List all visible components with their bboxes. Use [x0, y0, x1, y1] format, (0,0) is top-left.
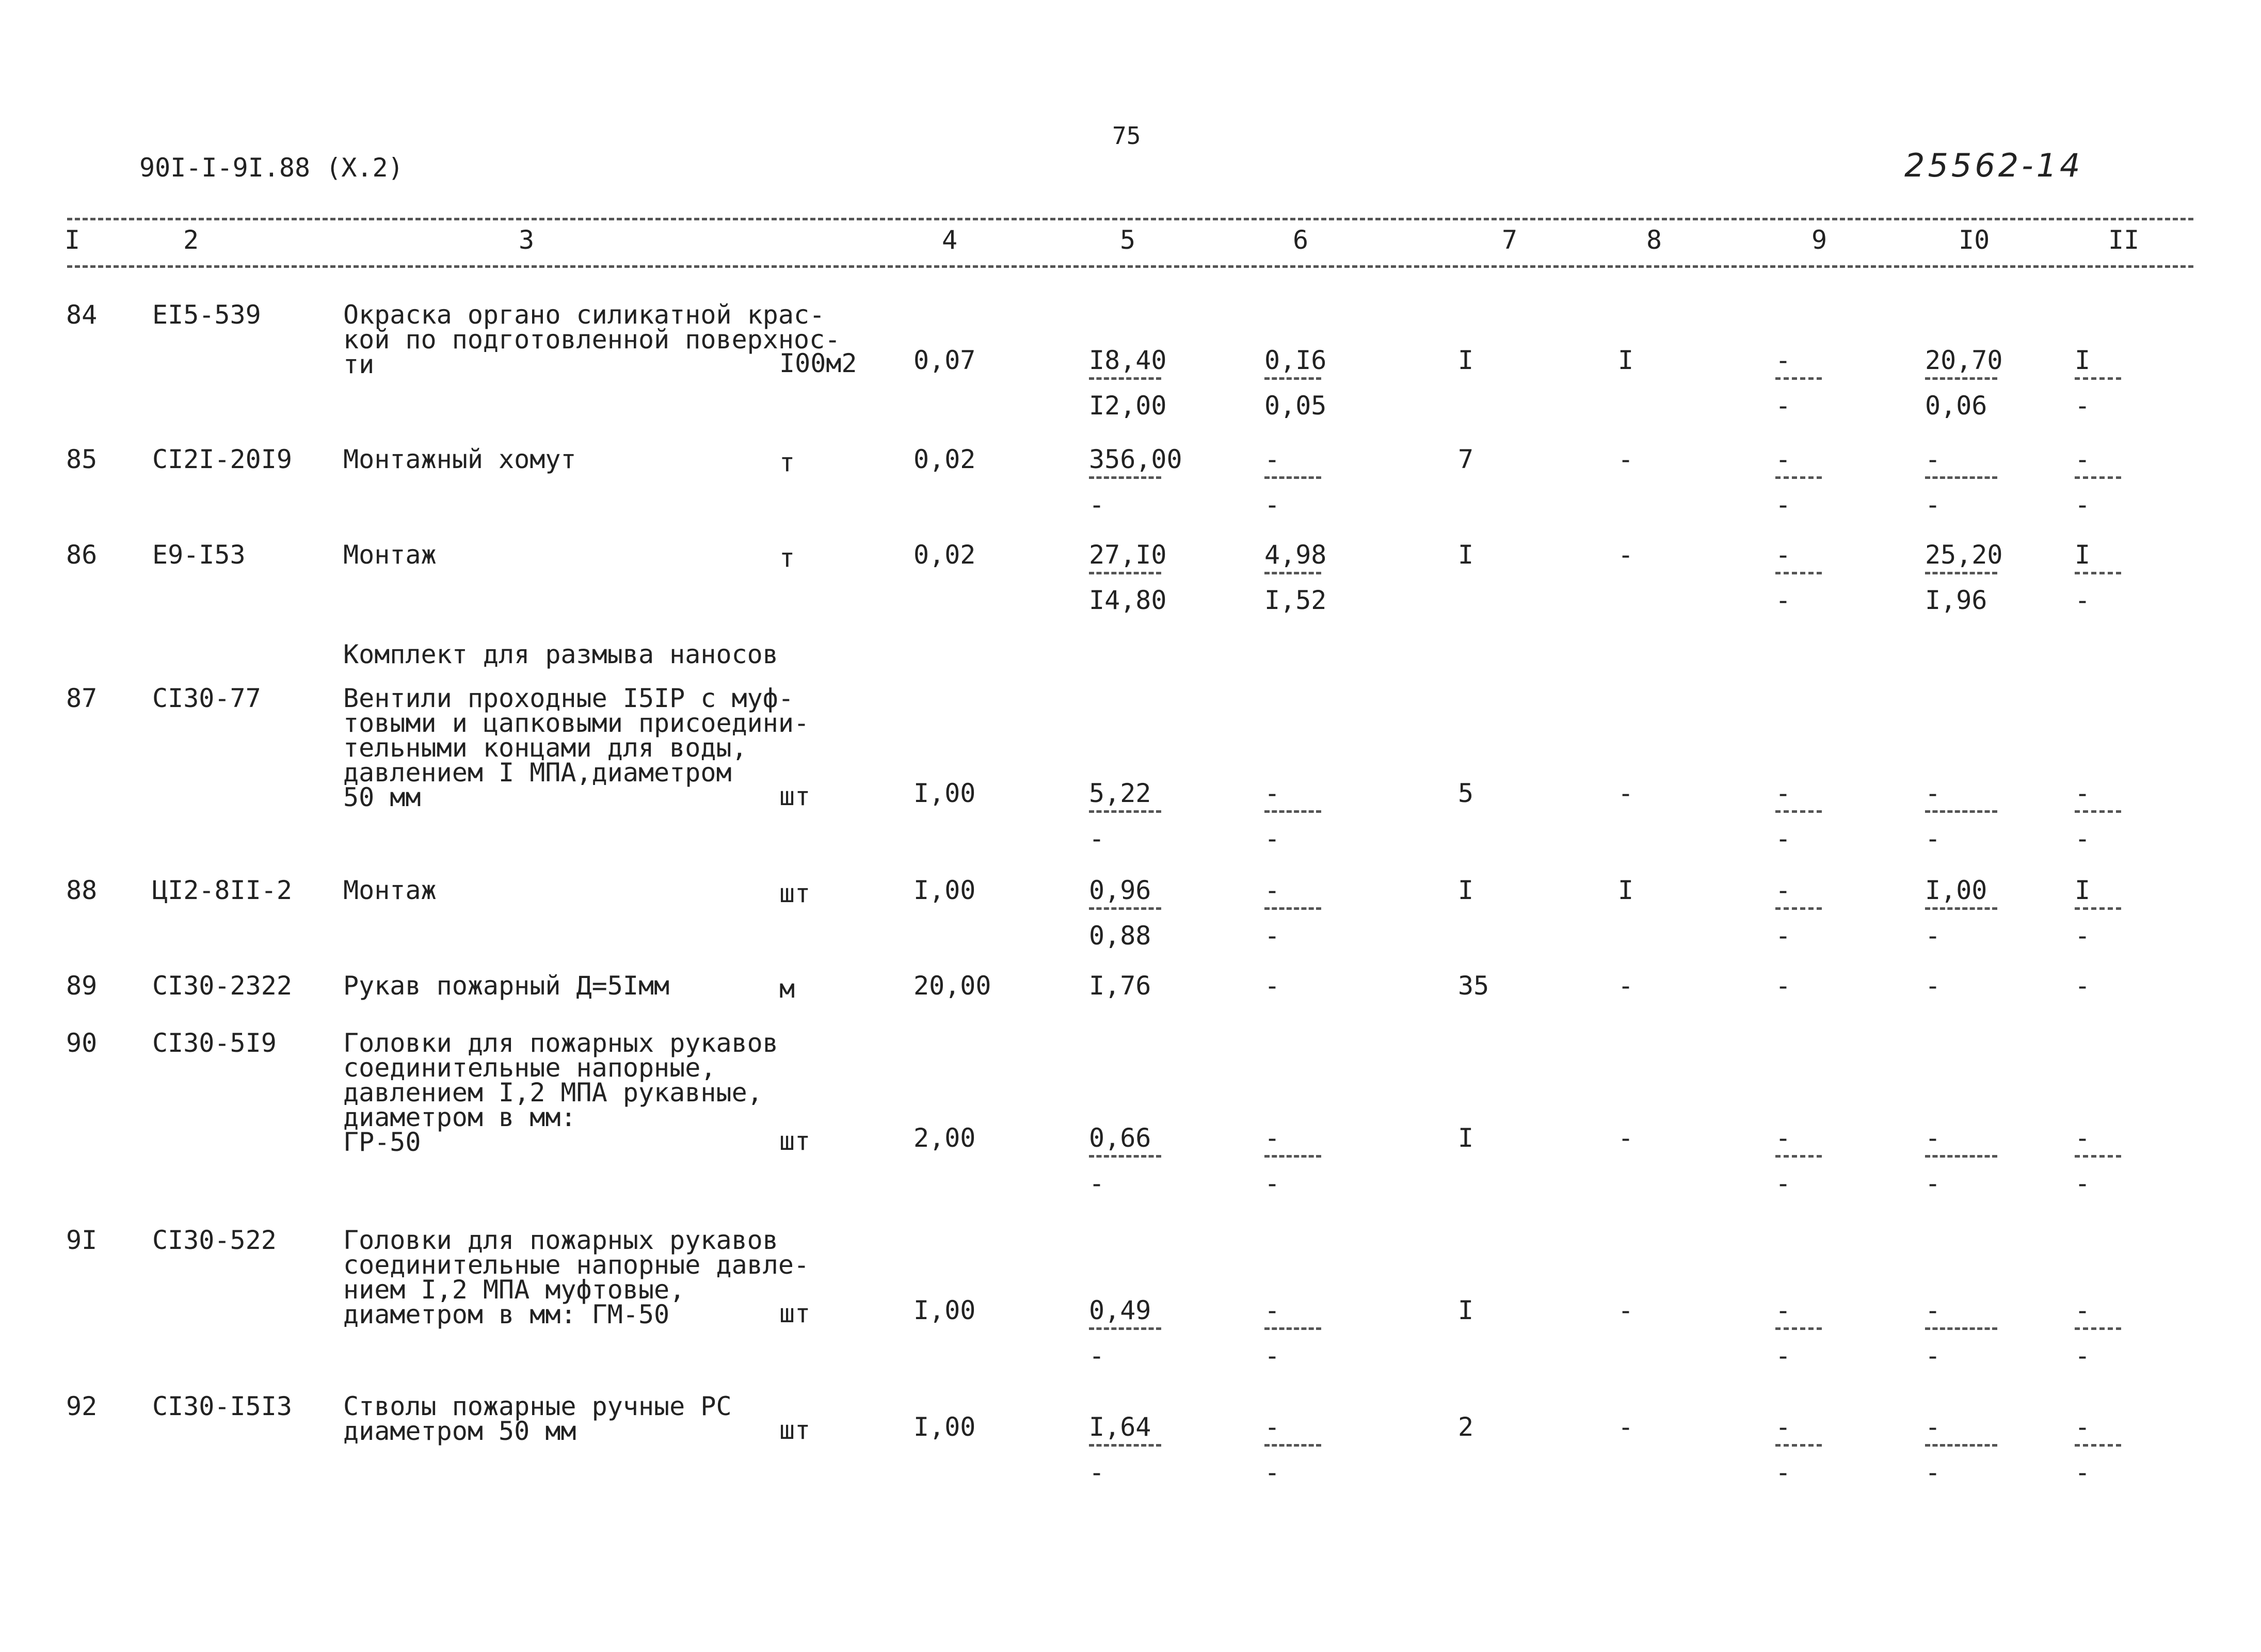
column-header-1: I [65, 225, 81, 255]
col7-value: I [1458, 540, 1474, 570]
c11-fraction-rule [2075, 377, 2121, 380]
c9-fraction-rule [1775, 907, 1822, 910]
c5-fraction-rule [1089, 476, 1161, 479]
c11-numerator: - [2075, 778, 2091, 808]
c5-denominator: - [1089, 1341, 1105, 1371]
row-number: 85 [66, 444, 98, 474]
col8-value: I [1618, 345, 1634, 375]
item-description-line: нием I,2 МПА муфтовые, [343, 1275, 685, 1305]
c10-fraction-rule [1925, 1155, 1997, 1158]
c9-numerator: - [1775, 540, 1791, 570]
c5-fraction-rule [1089, 572, 1161, 574]
c6-denominator: - [1264, 1457, 1280, 1487]
column-header-3: 3 [519, 225, 535, 255]
item-description-line: соединительные напорные, [343, 1053, 716, 1083]
col8-value: - [1618, 1123, 1634, 1153]
c5-numerator: I,64 [1089, 1412, 1151, 1442]
item-description-line: Окраска органо силикатной крас- [343, 300, 825, 330]
c9-denominator: - [1775, 490, 1791, 520]
c10-fraction-rule [1925, 377, 1997, 380]
c10-numerator: - [1925, 778, 1941, 808]
row-number: 88 [66, 875, 98, 905]
item-description-line: диаметром 50 мм [343, 1416, 576, 1446]
c10-denominator: - [1925, 1341, 1941, 1371]
col8-value: - [1618, 444, 1634, 474]
c6-denominator: - [1264, 921, 1280, 951]
c9-fraction-rule [1775, 476, 1822, 479]
c6-denominator: 0,05 [1264, 391, 1327, 421]
c9-fraction-rule [1775, 572, 1822, 574]
c10-numerator: - [1925, 1412, 1941, 1442]
col7-value: 35 [1458, 971, 1489, 1001]
page-number: 75 [1112, 122, 1141, 150]
c9-fraction-rule [1775, 1327, 1822, 1330]
unit: шт [779, 781, 811, 811]
c11-denominator: - [2075, 1457, 2091, 1487]
column-header-10: I0 [1959, 225, 1990, 255]
header-top-rule [67, 218, 2193, 220]
section-title: Комплект для размыва наносов [343, 639, 778, 669]
c11-fraction-rule [2075, 907, 2121, 910]
c9-numerator: - [1775, 1295, 1791, 1325]
quantity: I,00 [913, 778, 976, 808]
quantity: 0,02 [913, 444, 976, 474]
c10-fraction-rule [1925, 1327, 1997, 1330]
c10-numerator: - [1925, 971, 1941, 1001]
c6-denominator: - [1264, 1341, 1280, 1371]
quantity: 20,00 [913, 971, 991, 1001]
c11-denominator: - [2075, 391, 2091, 421]
c11-numerator: - [2075, 1295, 2091, 1325]
c9-numerator: - [1775, 971, 1791, 1001]
row-number: 92 [66, 1391, 98, 1421]
unit: I00м2 [779, 348, 857, 378]
c6-denominator: - [1264, 490, 1280, 520]
c6-numerator: - [1264, 444, 1280, 474]
c9-fraction-rule [1775, 1444, 1822, 1447]
c9-numerator: - [1775, 1123, 1791, 1153]
c10-denominator: - [1925, 824, 1941, 854]
col7-value: I [1458, 1123, 1474, 1153]
item-description-line: Монтажный хомут [343, 444, 576, 474]
row-number: 89 [66, 971, 98, 1001]
item-description-line: давлением I МПА,диаметром [343, 758, 732, 788]
column-header-11: II [2108, 225, 2140, 255]
item-description-line: Стволы пожарные ручные РС [343, 1391, 732, 1421]
column-header-8: 8 [1646, 225, 1662, 255]
c10-denominator: - [1925, 1457, 1941, 1487]
c11-numerator: I [2075, 875, 2091, 905]
item-description-line: ти [343, 349, 375, 379]
c6-fraction-rule [1264, 810, 1321, 813]
rate-code: E9-I53 [152, 540, 246, 570]
col8-value: - [1618, 1295, 1634, 1325]
c11-numerator: - [2075, 971, 2091, 1001]
c5-denominator: 0,88 [1089, 921, 1151, 951]
row-number: 90 [66, 1028, 98, 1058]
column-header-7: 7 [1502, 225, 1518, 255]
c11-denominator: - [2075, 490, 2091, 520]
c5-numerator: 0,96 [1089, 875, 1151, 905]
c10-numerator: 25,20 [1925, 540, 2003, 570]
c9-numerator: - [1775, 1412, 1791, 1442]
c5-fraction-rule [1089, 1155, 1161, 1158]
c9-denominator: - [1775, 921, 1791, 951]
c11-denominator: - [2075, 1168, 2091, 1198]
c10-numerator: - [1925, 444, 1941, 474]
c6-fraction-rule [1264, 1444, 1321, 1447]
unit: шт [779, 878, 811, 908]
c5-fraction-rule [1089, 1444, 1161, 1447]
unit: т [779, 447, 795, 477]
c11-denominator: - [2075, 585, 2091, 615]
c5-numerator: 356,00 [1089, 444, 1182, 474]
c9-fraction-rule [1775, 377, 1822, 380]
rate-code: CI30-77 [152, 683, 261, 713]
unit: шт [779, 1415, 811, 1445]
col7-value: 7 [1458, 444, 1474, 474]
unit: шт [779, 1298, 811, 1328]
item-description-line: товыми и цапковыми присоедини- [343, 708, 810, 738]
item-description-line: ГР-50 [343, 1127, 421, 1157]
c9-denominator: - [1775, 1168, 1791, 1198]
c11-denominator: - [2075, 1341, 2091, 1371]
c10-numerator: - [1925, 1123, 1941, 1153]
item-description-line: диаметром в мм: [343, 1102, 576, 1132]
c10-fraction-rule [1925, 572, 1997, 574]
c6-numerator: - [1264, 1412, 1280, 1442]
item-description-line: диаметром в мм: ГМ-50 [343, 1300, 670, 1329]
c5-denominator: - [1089, 824, 1105, 854]
c9-numerator: - [1775, 345, 1791, 375]
col7-value: I [1458, 875, 1474, 905]
row-number: 9I [66, 1225, 98, 1255]
c6-numerator: - [1264, 875, 1280, 905]
item-description-line: Головки для пожарных рукавов [343, 1028, 778, 1058]
c5-numerator: 27,I0 [1089, 540, 1167, 570]
c6-numerator: 0,I6 [1264, 345, 1327, 375]
c11-denominator: - [2075, 921, 2091, 951]
c5-denominator: - [1089, 1457, 1105, 1487]
col7-value: 2 [1458, 1412, 1474, 1442]
c9-denominator: - [1775, 1457, 1791, 1487]
c6-numerator: - [1264, 778, 1280, 808]
c6-denominator: I,52 [1264, 585, 1327, 615]
inventory-number: 25562-14 [1904, 147, 2083, 184]
rate-code: CI30-2322 [152, 971, 292, 1001]
c6-numerator: 4,98 [1264, 540, 1327, 570]
rate-code: CI30-I5I3 [152, 1391, 292, 1421]
c9-denominator: - [1775, 1341, 1791, 1371]
c11-numerator: - [2075, 1412, 2091, 1442]
c11-fraction-rule [2075, 1327, 2121, 1330]
c5-fraction-rule [1089, 907, 1161, 910]
c11-numerator: - [2075, 1123, 2091, 1153]
rate-code: CI2I-20I9 [152, 444, 292, 474]
c10-fraction-rule [1925, 810, 1997, 813]
c10-denominator: - [1925, 921, 1941, 951]
col8-value: I [1618, 875, 1634, 905]
c10-denominator: I,96 [1925, 585, 1987, 615]
rate-code: CI30-5I9 [152, 1028, 277, 1058]
c6-fraction-rule [1264, 907, 1321, 910]
c11-denominator: - [2075, 824, 2091, 854]
c11-numerator: I [2075, 540, 2091, 570]
c9-numerator: - [1775, 875, 1791, 905]
rate-code: ЦI2-8II-2 [152, 875, 292, 905]
c10-denominator: 0,06 [1925, 391, 1987, 421]
column-header-5: 5 [1120, 225, 1136, 255]
c11-numerator: I [2075, 345, 2091, 375]
quantity: 2,00 [913, 1123, 976, 1153]
c11-fraction-rule [2075, 476, 2121, 479]
quantity: I,00 [913, 875, 976, 905]
item-description-line: Вентили проходные I5IP с муф- [343, 683, 794, 713]
quantity: I,00 [913, 1295, 976, 1325]
c9-denominator: - [1775, 391, 1791, 421]
c9-numerator: - [1775, 444, 1791, 474]
col7-value: I [1458, 1295, 1474, 1325]
c11-numerator: - [2075, 444, 2091, 474]
c5-denominator: I2,00 [1089, 391, 1167, 421]
item-description-line: Монтаж [343, 875, 437, 905]
col8-value: - [1618, 1412, 1634, 1442]
item-description-line: Головки для пожарных рукавов [343, 1225, 778, 1255]
rate-code: EI5-539 [152, 300, 261, 330]
c5-numerator: I8,40 [1089, 345, 1167, 375]
c5-denominator: I4,80 [1089, 585, 1167, 615]
item-description-line: соединительные напорные давле- [343, 1250, 810, 1280]
c11-fraction-rule [2075, 572, 2121, 574]
c6-numerator: - [1264, 1295, 1280, 1325]
c5-numerator: I,76 [1089, 971, 1151, 1001]
c5-numerator: 0,66 [1089, 1123, 1151, 1153]
c9-denominator: - [1775, 585, 1791, 615]
column-header-4: 4 [942, 225, 958, 255]
item-description-line: Монтаж [343, 540, 437, 570]
c10-numerator: - [1925, 1295, 1941, 1325]
c11-fraction-rule [2075, 1444, 2121, 1447]
c9-numerator: - [1775, 778, 1791, 808]
quantity: I,00 [913, 1412, 976, 1442]
c6-fraction-rule [1264, 1155, 1321, 1158]
c6-fraction-rule [1264, 572, 1321, 574]
c5-fraction-rule [1089, 377, 1161, 380]
row-number: 84 [66, 300, 98, 330]
column-header-2: 2 [183, 225, 199, 255]
c5-denominator: - [1089, 490, 1105, 520]
c5-numerator: 5,22 [1089, 778, 1151, 808]
c10-denominator: - [1925, 1168, 1941, 1198]
header-bottom-rule [67, 265, 2193, 268]
item-description-line: давлением I,2 МПА рукавные, [343, 1078, 763, 1108]
c6-fraction-rule [1264, 476, 1321, 479]
unit: м [779, 974, 795, 1004]
c11-fraction-rule [2075, 810, 2121, 813]
column-header-9: 9 [1811, 225, 1827, 255]
item-description-line: кой по подготовленной поверхнос- [343, 325, 841, 355]
c10-fraction-rule [1925, 476, 1997, 479]
document-code: 90I-I-9I.88 (X.2) [139, 153, 404, 183]
c11-fraction-rule [2075, 1155, 2121, 1158]
row-number: 86 [66, 540, 98, 570]
c9-denominator: - [1775, 824, 1791, 854]
c10-denominator: - [1925, 490, 1941, 520]
col8-value: - [1618, 971, 1634, 1001]
c10-fraction-rule [1925, 907, 1997, 910]
c9-fraction-rule [1775, 1155, 1822, 1158]
rate-code: CI30-522 [152, 1225, 277, 1255]
c6-numerator: - [1264, 1123, 1280, 1153]
quantity: 0,07 [913, 345, 976, 375]
c6-denominator: - [1264, 824, 1280, 854]
c5-fraction-rule [1089, 1327, 1161, 1330]
col7-value: 5 [1458, 778, 1474, 808]
c5-fraction-rule [1089, 810, 1161, 813]
item-description-line: Рукав пожарный Д=5Iмм [343, 971, 670, 1001]
quantity: 0,02 [913, 540, 976, 570]
c10-fraction-rule [1925, 1444, 1997, 1447]
column-header-6: 6 [1293, 225, 1309, 255]
c5-denominator: - [1089, 1168, 1105, 1198]
unit: т [779, 543, 795, 573]
c6-numerator: - [1264, 971, 1280, 1001]
c9-fraction-rule [1775, 810, 1822, 813]
c6-denominator: - [1264, 1168, 1280, 1198]
item-description-line: 50 мм [343, 782, 421, 812]
col8-value: - [1618, 778, 1634, 808]
col7-value: I [1458, 345, 1474, 375]
c10-numerator: I,00 [1925, 875, 1987, 905]
c5-numerator: 0,49 [1089, 1295, 1151, 1325]
row-number: 87 [66, 683, 98, 713]
c6-fraction-rule [1264, 1327, 1321, 1330]
unit: шт [779, 1126, 811, 1156]
item-description-line: тельными концами для воды, [343, 733, 747, 763]
c10-numerator: 20,70 [1925, 345, 2003, 375]
col8-value: - [1618, 540, 1634, 570]
c6-fraction-rule [1264, 377, 1321, 380]
